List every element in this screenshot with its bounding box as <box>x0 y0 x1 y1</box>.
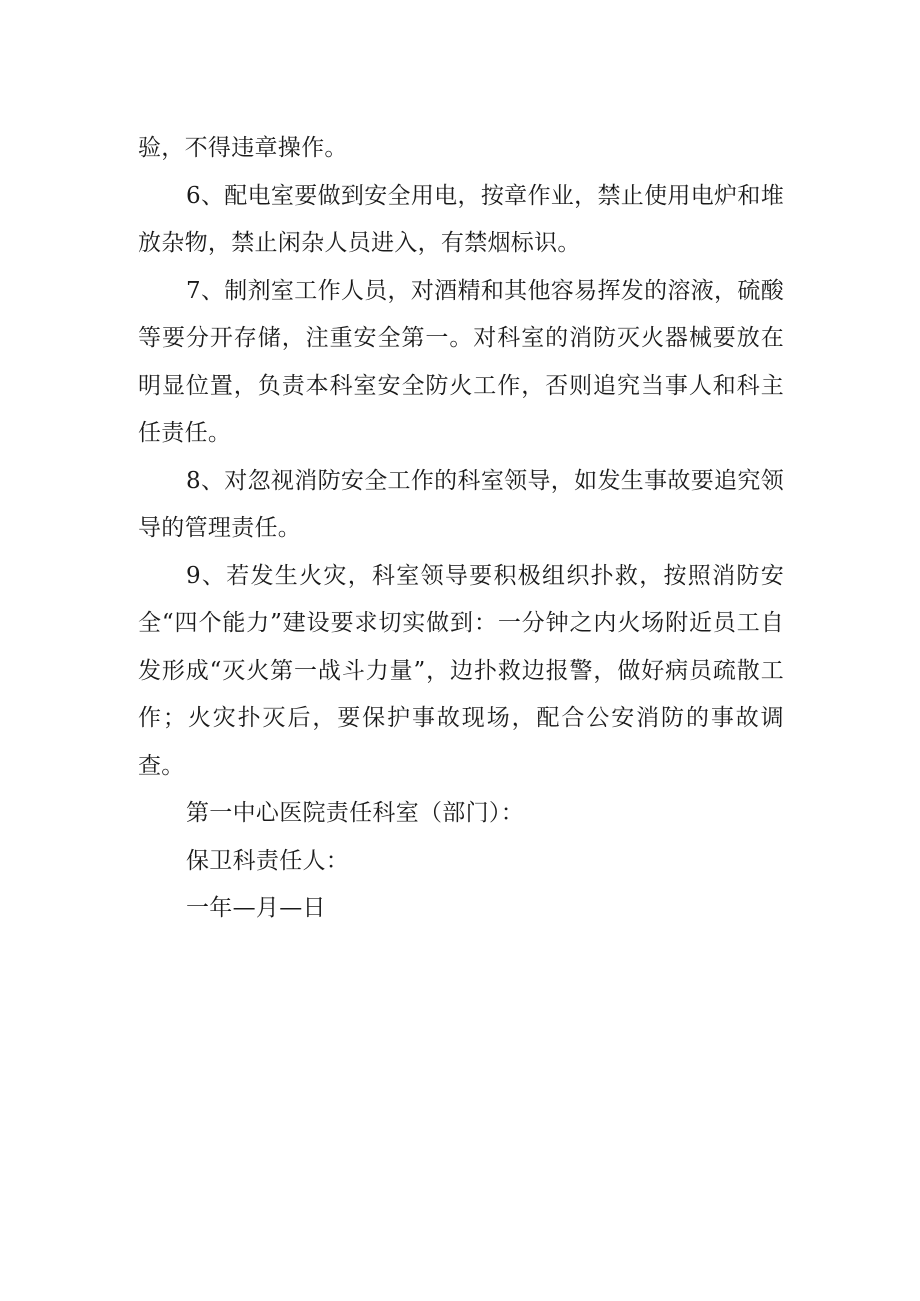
signature-department: 第一中心医院责任科室（部门）： <box>186 800 524 826</box>
document-body <box>138 125 784 933</box>
paragraph-item-6: 6、配电室要做到安全用电，按章作业，禁止使用电炉和堆放杂物，禁止闲杂人员进入，有禁烟标识。 <box>138 182 784 256</box>
paragraph-item-9: 9、若发生火灾，科室领导要积极组织扑救，按照消防安全“四个能力”建设要求切实做到：一分钟之内火场附近员工自发形成“灭火第一战斗力量”，边扑救边报警，做好病员疏散工作；火灾扑灭后，要保护事故现场，配合公安消防的事故调查。 <box>138 562 784 779</box>
paragraph-continuation: 验，不得违章操作。 <box>138 135 348 161</box>
signature-person: 保卫科责任人： <box>186 847 350 874</box>
paragraph-item-8: 8、对忽视消防安全工作的科室领导，如发生事故要追究领导的管理责任。 <box>138 467 784 541</box>
paragraph-item-7: 7、制剂室工作人员，对酒精和其他容易挥发的溶液，硫酸等要分开存储，注重安全第一。对科室的消防灭火器械要放在明显位置，负责本科室安全防火工作，否则追究当事人和科主任责任。 <box>138 277 784 446</box>
signature-date: 一年—月—日 <box>186 895 326 921</box>
